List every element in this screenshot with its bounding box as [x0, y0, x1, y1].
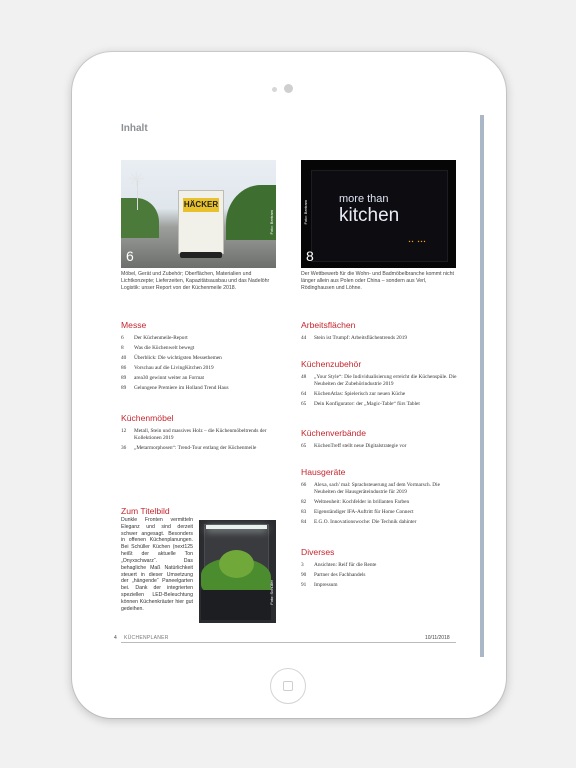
photo-page-number: 6 — [126, 248, 134, 264]
footer-rule — [121, 642, 456, 643]
truck-label: HÄCKER — [183, 198, 219, 212]
toc-title: Gelungene Premiere im Holland Trend Haus — [134, 384, 229, 391]
sensor-dot — [272, 87, 277, 92]
section-hausgeraete — [301, 467, 461, 529]
toc-page-number: 84 — [301, 518, 307, 525]
truck-wheels — [180, 252, 222, 258]
photo-caption-left: Möbel, Gerät und Zubehör; Oberflächen, Materialien und Lichtkonzepte; Lieferzeiten, Kapazitätsausbau und das Nadelöhr Logistik: unser Report von der Küchenmeile 2018. — [121, 271, 270, 292]
home-button[interactable] — [270, 668, 306, 704]
toc-entry[interactable] — [301, 509, 461, 516]
led-display: ▪▪ ▪▪▪ — [408, 239, 427, 245]
toc-title: Impressum — [314, 581, 338, 588]
toc-page-number: 65 — [301, 443, 307, 449]
cover-photo[interactable] — [199, 520, 276, 623]
page-spine — [480, 115, 484, 657]
toc-entry[interactable] — [121, 375, 276, 382]
section-title: Küchenverbände — [301, 428, 366, 438]
toc-entry[interactable] — [301, 443, 461, 450]
page-title: Inhalt — [121, 123, 148, 134]
toc-title: Eigenständiger IFA-Auftritt für Home Connect — [314, 508, 414, 515]
toc-entry[interactable] — [301, 391, 461, 398]
toc-page-number: 89 — [121, 374, 127, 381]
cover-text: Dunkle Fronten vermitteln Eleganz und sind derzeit schwer angesagt. Besonders in offenen Küchenplanungen. Bei Schüller Küchen (next125 heißt der aktuelle Ton „Onyxschwarz“. Das behagliche Maß Natürlichkeit steuert in dieser Umsetzung der „hängende“ Paneelgarten bei. Dank der integrierten speziellen LED-Beleuchtung können Küchenkräuter hier gut gedeihen. — [121, 517, 193, 612]
toc-page-number: 3 — [301, 562, 304, 568]
toc-title: Überblick: Die wichtigsten Messethemen — [134, 354, 222, 361]
section-messe — [121, 320, 276, 395]
home-square-icon — [283, 681, 293, 691]
toc-title: Vorschau auf die LivingKitchen 2019 — [134, 364, 214, 371]
cover-title: Zum Titelbild — [121, 506, 170, 516]
photo-page-number: 8 — [306, 248, 314, 264]
toc-entry[interactable] — [301, 572, 461, 579]
photo-credit: Foto: Bertram — [269, 210, 274, 235]
section-title: Diverses — [301, 547, 335, 557]
section-title: Hausgeräte — [301, 467, 346, 477]
toc-title: Der Küchenmeile-Report — [134, 335, 188, 341]
toc-page-number: 66 — [301, 482, 307, 488]
toc-page-number: 86 — [121, 364, 127, 371]
herb-garden-highlight — [219, 550, 254, 578]
toc-entry[interactable] — [121, 335, 276, 342]
toc-entry[interactable] — [121, 345, 276, 352]
toc-entry[interactable] — [301, 401, 461, 408]
footer-page-number: 4 — [114, 635, 117, 641]
toc-title: KüchenTreff stellt neue Digitalstrategie vor — [314, 443, 407, 449]
toc-title: „Metarmorphosen“: Trend-Tour entlang der Küchenmeile — [134, 444, 257, 451]
toc-entry[interactable] — [301, 499, 461, 506]
section-diverses — [301, 547, 461, 592]
section-title: Messe — [121, 320, 147, 330]
toc-entry[interactable] — [301, 562, 461, 569]
panel-text-line2: kitchen — [339, 205, 400, 226]
photo-credit: Foto: Bertram — [303, 200, 308, 225]
section-kuechenverbaende — [301, 428, 461, 453]
camera-icon — [284, 84, 293, 93]
toc-title: Stein ist Trumpf: Arbeitsflächentrends 2019 — [314, 335, 407, 341]
toc-title: Dein Konfigurator: der „Magic-Table“ fürs Tablet — [314, 400, 420, 407]
footer-publication: KÜCHENPLANER — [124, 635, 169, 641]
toc-entry[interactable] — [121, 445, 276, 452]
led-light-strip — [206, 525, 267, 529]
toc-page-number: 44 — [301, 335, 307, 341]
planter-box — [201, 590, 271, 620]
toc-entry[interactable] — [121, 355, 276, 362]
section-title: Arbeitsflächen — [301, 320, 356, 330]
toc-entry[interactable] — [301, 482, 461, 496]
toc-title: Was die Küchenwelt bewegt — [134, 344, 195, 351]
toc-title: Ansichten: Reif für die Rente — [314, 562, 377, 568]
section-kuechenmoebel — [121, 413, 276, 455]
toc-title: Partner des Fachhandels — [314, 571, 366, 578]
section-kuechenzubehoer — [301, 359, 461, 411]
toc-page-number: 12 — [121, 428, 127, 434]
toc-title: area30 gewinnt weiter an Format — [134, 374, 205, 381]
toc-entry[interactable] — [301, 582, 461, 589]
toc-page-number: 64 — [301, 390, 307, 397]
section-title: Küchenmöbel — [121, 413, 174, 423]
toc-entry[interactable] — [301, 519, 461, 526]
photo-credit: Foto: Schüller — [269, 580, 274, 605]
more-than-kitchen-photo[interactable] — [301, 160, 456, 268]
section-arbeitsflaechen — [301, 320, 461, 345]
magazine-page — [94, 115, 484, 657]
toc-page-number: 90 — [301, 571, 307, 578]
toc-entry[interactable] — [301, 374, 461, 388]
toc-page-number: 8 — [121, 344, 124, 351]
toc-page-number: 48 — [301, 374, 307, 380]
toc-entry[interactable] — [301, 335, 461, 342]
wind-turbine-icon: ✳ — [128, 169, 145, 191]
toc-title: „Your Style“: Die Individualisierung erreicht die Küchenspüle. Die Neuheiten der Zubehörindustrie 2019 — [314, 374, 457, 387]
toc-page-number: 65 — [301, 400, 307, 407]
toc-entry[interactable] — [121, 428, 276, 442]
toc-title: Weltneuheit: Kochfelder in brillanten Farben — [314, 498, 410, 505]
footer-date: 10/11/2018 — [425, 635, 450, 641]
report-photo[interactable] — [121, 160, 276, 268]
toc-page-number: 83 — [301, 508, 307, 515]
toc-page-number: 6 — [121, 335, 124, 341]
toc-title: Alexa, sach' mal: Sprachsteuerung auf dem Vormarsch. Die Neuheiten der Hausgeräteindustrie für 2019 — [314, 482, 440, 495]
toc-entry[interactable] — [121, 365, 276, 372]
toc-page-number: 36 — [121, 444, 127, 451]
toc-page-number: 89 — [121, 384, 127, 391]
toc-title: KüchenAtlas: Spielerisch zur neuen Küche — [314, 390, 406, 397]
trees-left — [121, 198, 159, 238]
toc-page-number: 91 — [301, 581, 307, 588]
photo-caption-right: Der Wettbewerb für die Wohn- und Badmöbelbranche kommt nicht länger allein aus Polen oder China – sondern aus Verl, Rödinghausen und Löhne. — [301, 271, 454, 292]
section-title: Küchenzubehör — [301, 359, 362, 369]
toc-title: E.G.O. Innovationswoche: Die Technik dahinter — [314, 518, 417, 525]
toc-title: Metall, Stein und massives Holz – die Küchenmöbeltrends der Kollektionen 2019 — [134, 428, 267, 441]
toc-page-number: 82 — [301, 498, 307, 505]
toc-entry[interactable] — [121, 385, 276, 392]
toc-page-number: 40 — [121, 354, 127, 361]
panel-text-line1: more than — [339, 193, 389, 205]
